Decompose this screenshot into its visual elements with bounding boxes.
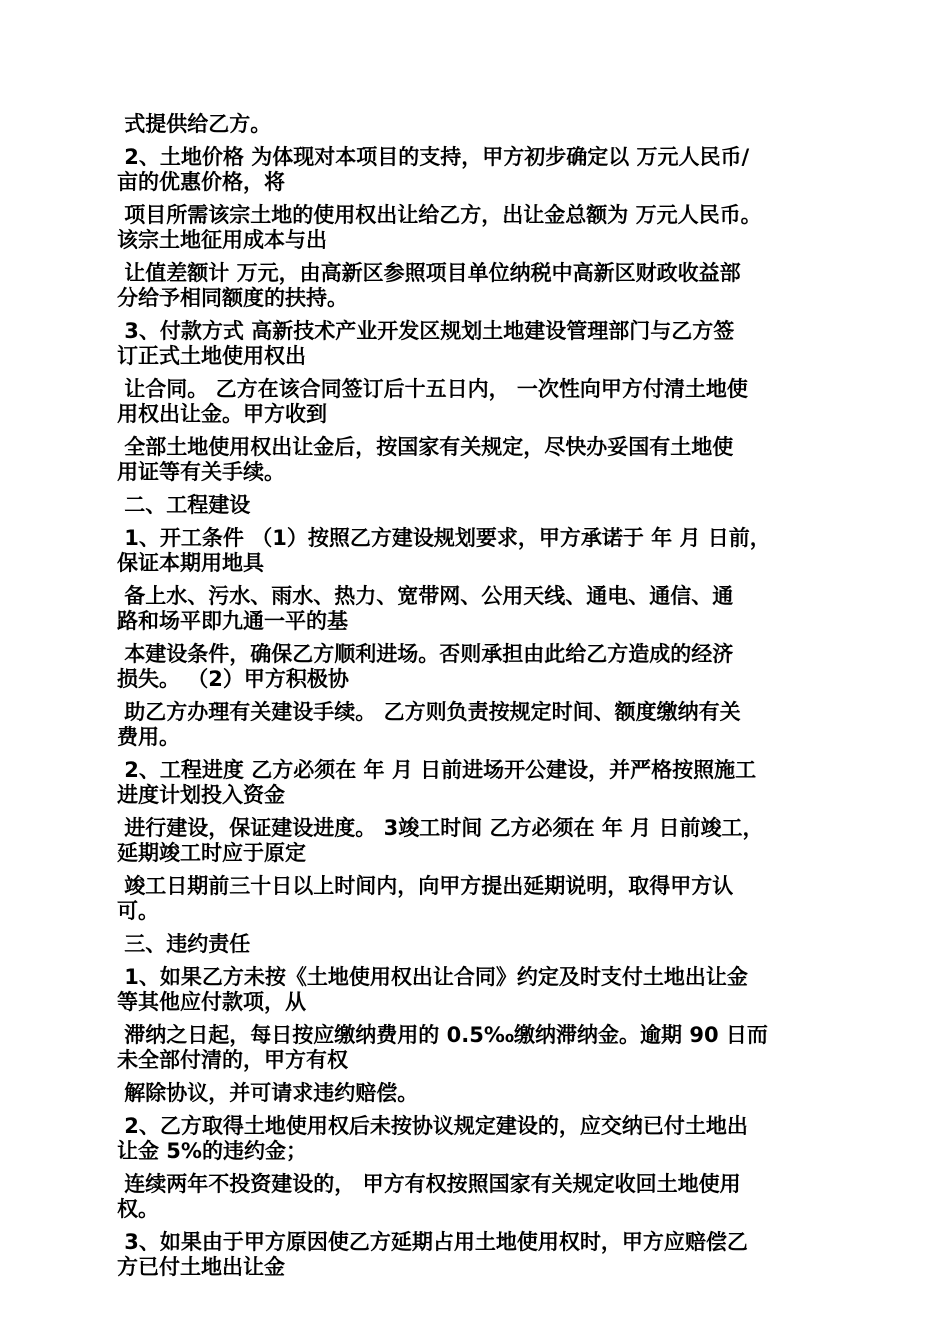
text-line: 竣工日期前三十日以上时间内，向甲方提出延期说明，取得甲方认 bbox=[117, 874, 734, 898]
text-line: 解除协议，并可请求违约赔偿。 bbox=[117, 1081, 419, 1105]
text-line: 未全部付清的，甲方有权 bbox=[117, 1048, 348, 1072]
text-line: 3、付款方式 高新技术产业开发区规划土地建设管理部门与乙方签 bbox=[117, 319, 735, 343]
text-line: 亩的优惠价格，将 bbox=[117, 170, 285, 194]
text-line: 让金 5%的违约金； bbox=[117, 1139, 307, 1163]
document-page bbox=[117, 112, 837, 1288]
text-line: 2、工程进度 乙方必须在 年 月 日前进场开公建设，并严格按照施工 bbox=[117, 758, 757, 782]
text-line: 该宗土地征用成本与出 bbox=[117, 228, 327, 252]
text-line: 损失。 （2）甲方积极协 bbox=[117, 667, 349, 691]
text-line: 二、工程建设 bbox=[117, 493, 251, 517]
text-line: 1、开工条件 （1）按照乙方建设规划要求，甲方承诺于 年 月 日前， bbox=[117, 526, 771, 550]
text-line: 进度计划投入资金 bbox=[117, 783, 285, 807]
text-line: 让合同。 乙方在该合同签订后十五日内， 一次性向甲方付清土地使 bbox=[117, 377, 748, 401]
text-line: 保证本期用地具 bbox=[117, 551, 264, 575]
text-line: 用证等有关手续。 bbox=[117, 460, 285, 484]
text-line: 全部土地使用权出让金后，按国家有关规定，尽快办妥国有土地使 bbox=[117, 435, 734, 459]
text-line: 用权出让金。甲方收到 bbox=[117, 402, 327, 426]
text-line: 2、土地价格 为体现对本项目的支持，甲方初步确定以 万元人民币/ bbox=[117, 145, 750, 169]
text-line: 1、如果乙方未按《土地使用权出让合同》约定及时支付土地出让金 bbox=[117, 965, 748, 989]
text-line: 让值差额计 万元，由高新区参照项目单位纳税中高新区财政收益部 bbox=[117, 261, 741, 285]
text-line: 3、如果由于甲方原因使乙方延期占用土地使用权时，甲方应赔偿乙 bbox=[117, 1230, 748, 1254]
text-line: 分给予相同额度的扶持。 bbox=[117, 286, 348, 310]
text-line: 订正式土地使用权出 bbox=[117, 344, 306, 368]
text-line: 本建设条件，确保乙方顺利进场。否则承担由此给乙方造成的经济 bbox=[117, 642, 734, 666]
text-line: 项目所需该宗土地的使用权出让给乙方，出让金总额为 万元人民币。 bbox=[117, 203, 762, 227]
text-line: 连续两年不投资建设的， 甲方有权按照国家有关规定收回土地使用 bbox=[117, 1172, 741, 1196]
text-line: 式提供给乙方。 bbox=[117, 112, 272, 136]
text-line: 权。 bbox=[117, 1197, 159, 1221]
text-line: 2、乙方取得土地使用权后未按协议规定建设的，应交纳已付土地出 bbox=[117, 1114, 748, 1138]
text-line: 延期竣工时应于原定 bbox=[117, 841, 306, 865]
text-line: 备上水、污水、雨水、热力、宽带网、公用天线、通电、通信、通 bbox=[117, 584, 734, 608]
text-line: 等其他应付款项，从 bbox=[117, 990, 306, 1014]
text-line: 方已付土地出让金 bbox=[117, 1255, 285, 1279]
text-line: 路和场平即九通一平的基 bbox=[117, 609, 348, 633]
text-line: 滞纳之日起，每日按应缴纳费用的 0.5‰缴纳滞纳金。逾期 90 日而 bbox=[117, 1023, 768, 1047]
text-line: 可。 bbox=[117, 899, 159, 923]
text-line: 三、违约责任 bbox=[117, 932, 251, 956]
text-line: 进行建设，保证建设进度。 3竣工时间 乙方必须在 年 月 日前竣工， bbox=[117, 816, 764, 840]
text-line: 费用。 bbox=[117, 725, 180, 749]
text-line: 助乙方办理有关建设手续。 乙方则负责按规定时间、额度缴纳有关 bbox=[117, 700, 741, 724]
